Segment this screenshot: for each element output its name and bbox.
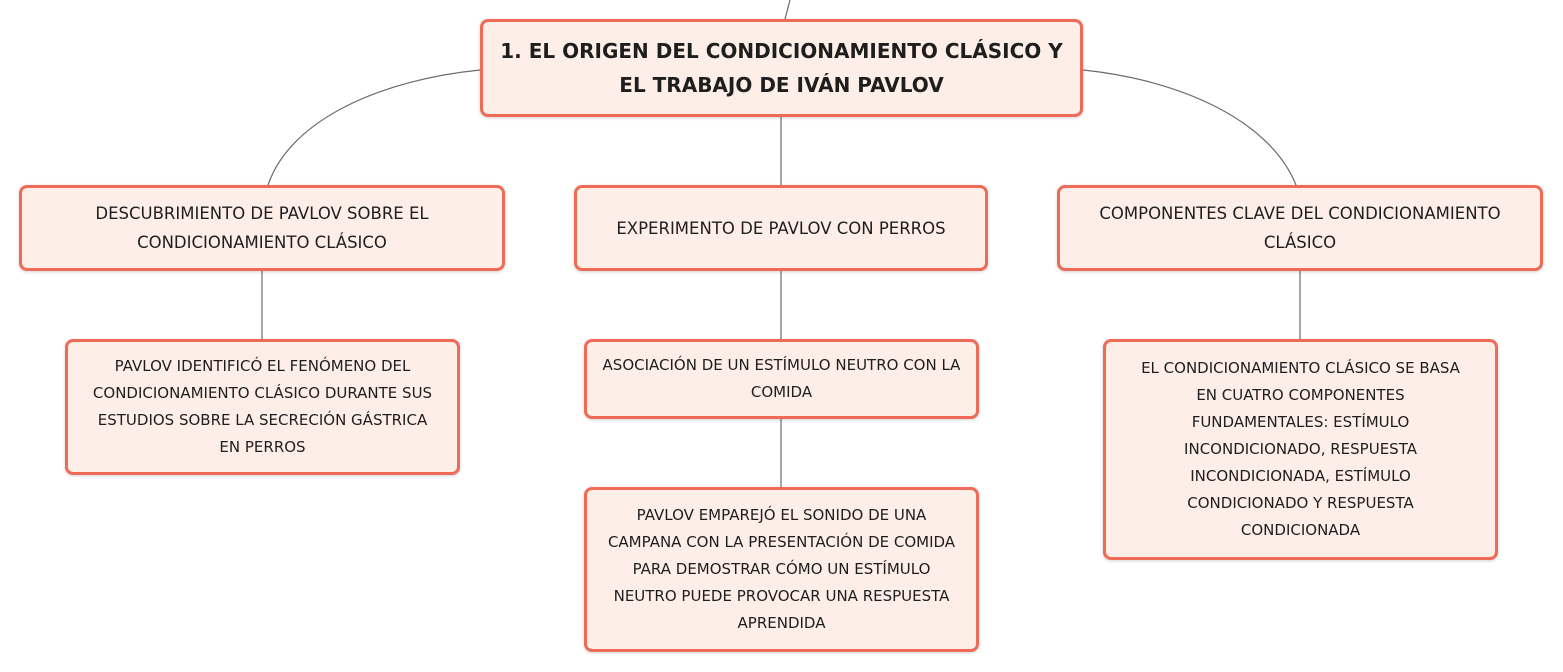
connector-parent-to-root: [785, 0, 790, 19]
topic-label-key-components: COMPONENTES CLAVE DEL CONDICIONAMIENTO CLÁSICO: [1099, 204, 1501, 252]
subtopic-label-bell-pairing: PAVLOV EMPAREJÓ EL SONIDO DE UNA CAMPANA CON LA PRESENTACIÓN DE COMIDA PARA DEMOSTRAR CÓMO UN ESTÍMULO NEUTRO PUEDE PROVOCAR UNA RESPUESTA APRENDIDA: [607, 506, 956, 632]
subtopic-label-gastric-studies: PAVLOV IDENTIFICÓ EL FENÓMENO DEL CONDICIONAMIENTO CLÁSICO DURANTE SUS ESTUDIOS SOBRE LA SECRECIÓN GÁSTRICA EN PERROS: [92, 357, 433, 456]
connector-root-to-discovery: [268, 70, 480, 185]
root-topic-label: 1. EL ORIGEN DEL CONDICIONAMIENTO CLÁSICO Y EL TRABAJO DE IVÁN PAVLOV: [500, 39, 1063, 97]
topic-node-key-components[interactable]: [1057, 185, 1543, 271]
subtopic-label-four-components: EL CONDICIONAMIENTO CLÁSICO SE BASA EN CUATRO COMPONENTES FUNDAMENTALES: ESTÍMULO INCONDICIONADO, RESPUESTA INCONDICIONADA, ESTÍMULO CONDICIONADO Y RESPUESTA CONDICIONADA: [1141, 359, 1460, 539]
topic-node-pavlov-discovery[interactable]: [19, 185, 505, 271]
subtopic-label-neutral-stimulus-association: ASOCIACIÓN DE UN ESTÍMULO NEUTRO CON LA COMIDA: [602, 356, 961, 401]
topic-label-pavlov-experiment: EXPERIMENTO DE PAVLOV CON PERROS: [616, 218, 946, 238]
subtopic-node-gastric-studies[interactable]: [65, 339, 460, 475]
topic-label-pavlov-discovery: DESCUBRIMIENTO DE PAVLOV SOBRE EL CONDICIONAMIENTO CLÁSICO: [95, 204, 429, 252]
subtopic-node-neutral-stimulus-association[interactable]: [584, 339, 979, 419]
subtopic-node-bell-pairing[interactable]: [584, 487, 979, 652]
topic-node-pavlov-experiment[interactable]: [574, 185, 988, 271]
root-topic-node[interactable]: [480, 19, 1083, 117]
connector-root-to-components: [1083, 70, 1296, 185]
subtopic-node-four-components[interactable]: [1103, 339, 1498, 560]
